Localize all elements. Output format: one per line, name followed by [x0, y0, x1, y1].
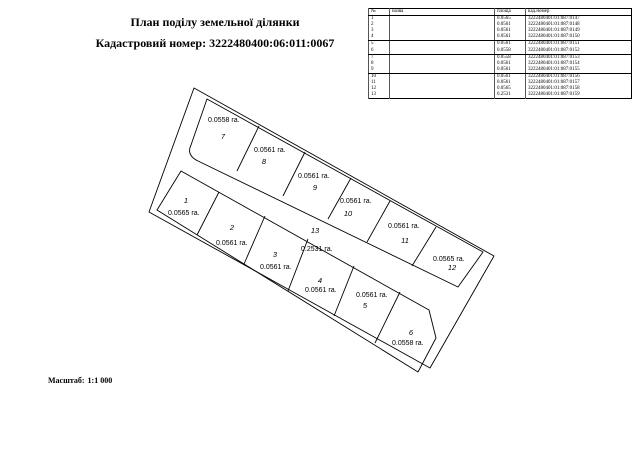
row-number: 2 [369, 22, 390, 28]
scale-value: 1:1 000 [87, 376, 113, 385]
scale-label-text: Масштаб: [48, 376, 85, 385]
row-cadastral: 3222480401:01:087:0155 [526, 67, 632, 74]
row-area: 0.0561 [495, 61, 526, 67]
plot-area-12: 0.0565 га. [433, 256, 465, 263]
plot-area-5: 0.0561 га. [356, 292, 388, 299]
row-area: 0.0561 [495, 28, 526, 34]
row-area: 0.0561 [495, 73, 526, 80]
plot-area-11: 0.0561 га. [388, 223, 420, 230]
lower-divider-1-2 [197, 192, 219, 235]
row-cadastral: 3222480401:01:087:0159 [526, 92, 632, 99]
row-cadastral: 3222480401:01:087:0151 [526, 41, 632, 48]
plot-number-8: 8 [261, 157, 267, 166]
row-cadastral: 3222480401:01:087:0147 [526, 16, 632, 23]
header-name: назва [390, 9, 495, 16]
plot-area-9: 0.0561 га. [298, 173, 330, 180]
row-number: 6 [369, 48, 390, 55]
plot-area-7: 0.0558 га. [208, 117, 240, 124]
row-number: 3 [369, 28, 390, 34]
row-cadastral: 3222480401:01:087:0153 [526, 54, 632, 61]
plot-number-4: 4 [317, 276, 323, 285]
header-number: № [369, 9, 390, 16]
row-cadastral: 3222480401:01:087:0149 [526, 28, 632, 34]
row-number: 12 [369, 86, 390, 92]
plan-title: План поділу земельної ділянки [130, 15, 300, 29]
upper-divider-10-11 [367, 201, 390, 242]
row-number: 9 [369, 67, 390, 74]
row-number: 4 [369, 34, 390, 41]
row-number: 5 [369, 41, 390, 48]
plot-labels [168, 117, 465, 347]
plot-area-13: 0.2531 га. [301, 246, 333, 253]
row-number: 10 [369, 73, 390, 80]
row-area: 0.0561 [495, 34, 526, 41]
row-cadastral: 3222480401:01:087:0150 [526, 34, 632, 41]
plot-area-8: 0.0561 га. [254, 147, 286, 154]
plot-number-5: 5 [362, 301, 368, 310]
row-cadastral: 3222480401:01:087:0157 [526, 80, 632, 86]
row-area: 0.0561 [495, 22, 526, 28]
plot-number-1: 1 [183, 196, 189, 205]
row-area: 0.0558 [495, 48, 526, 55]
row-cadastral: 3222480401:01:087:0156 [526, 73, 632, 80]
plot-area-10: 0.0561 га. [340, 198, 372, 205]
row-area: 0.2531 [495, 92, 526, 99]
plot-number-9: 9 [312, 183, 318, 192]
plot-number-2: 2 [229, 223, 235, 232]
row-area: 0.0558 [495, 54, 526, 61]
row-number: 8 [369, 61, 390, 67]
row-area: 0.0561 [495, 67, 526, 74]
plot-number-6: 6 [408, 328, 414, 337]
plot-area-1: 0.0565 га. [168, 210, 200, 217]
plot-number-11: 11 [401, 236, 409, 245]
header-cadastral: кад.номер [526, 9, 632, 16]
row-cadastral: 3222480401:01:087:0148 [526, 22, 632, 28]
row-cadastral: 3222480401:01:087:0158 [526, 86, 632, 92]
row-cadastral: 3222480401:01:087:0152 [526, 48, 632, 55]
plot-area-4: 0.0561 га. [305, 287, 337, 294]
cadastral-number: 3222480400:06:011:0067 [209, 36, 335, 50]
plot-number-12: 12 [447, 263, 457, 272]
row-number: 7 [369, 54, 390, 61]
plot-number-13: 13 [310, 226, 320, 235]
row-cadastral: 3222480401:01:087:0154 [526, 61, 632, 67]
row-area: 0.0565 [495, 16, 526, 23]
row-area: 0.0565 [495, 86, 526, 92]
plot-number-10: 10 [343, 209, 353, 218]
lower-divider-4-5 [334, 266, 354, 316]
plot-number-3: 3 [272, 250, 278, 259]
row-area: 0.0561 [495, 80, 526, 86]
scale-label [48, 376, 115, 385]
plot-area-2: 0.0561 га. [216, 240, 248, 247]
header-area: площа [495, 9, 526, 16]
row-number: 13 [369, 92, 390, 99]
row-number: 11 [369, 80, 390, 86]
row-area: 0.0561 [495, 41, 526, 48]
cadastral-label: Кадастровий номер: [95, 36, 207, 50]
lower-divider-5-6 [375, 292, 400, 343]
plot-area-6: 0.0558 га. [392, 340, 424, 347]
plot-number-7: 7 [220, 132, 226, 141]
plot-area-3: 0.0561 га. [260, 264, 292, 271]
row-number: 1 [369, 16, 390, 23]
